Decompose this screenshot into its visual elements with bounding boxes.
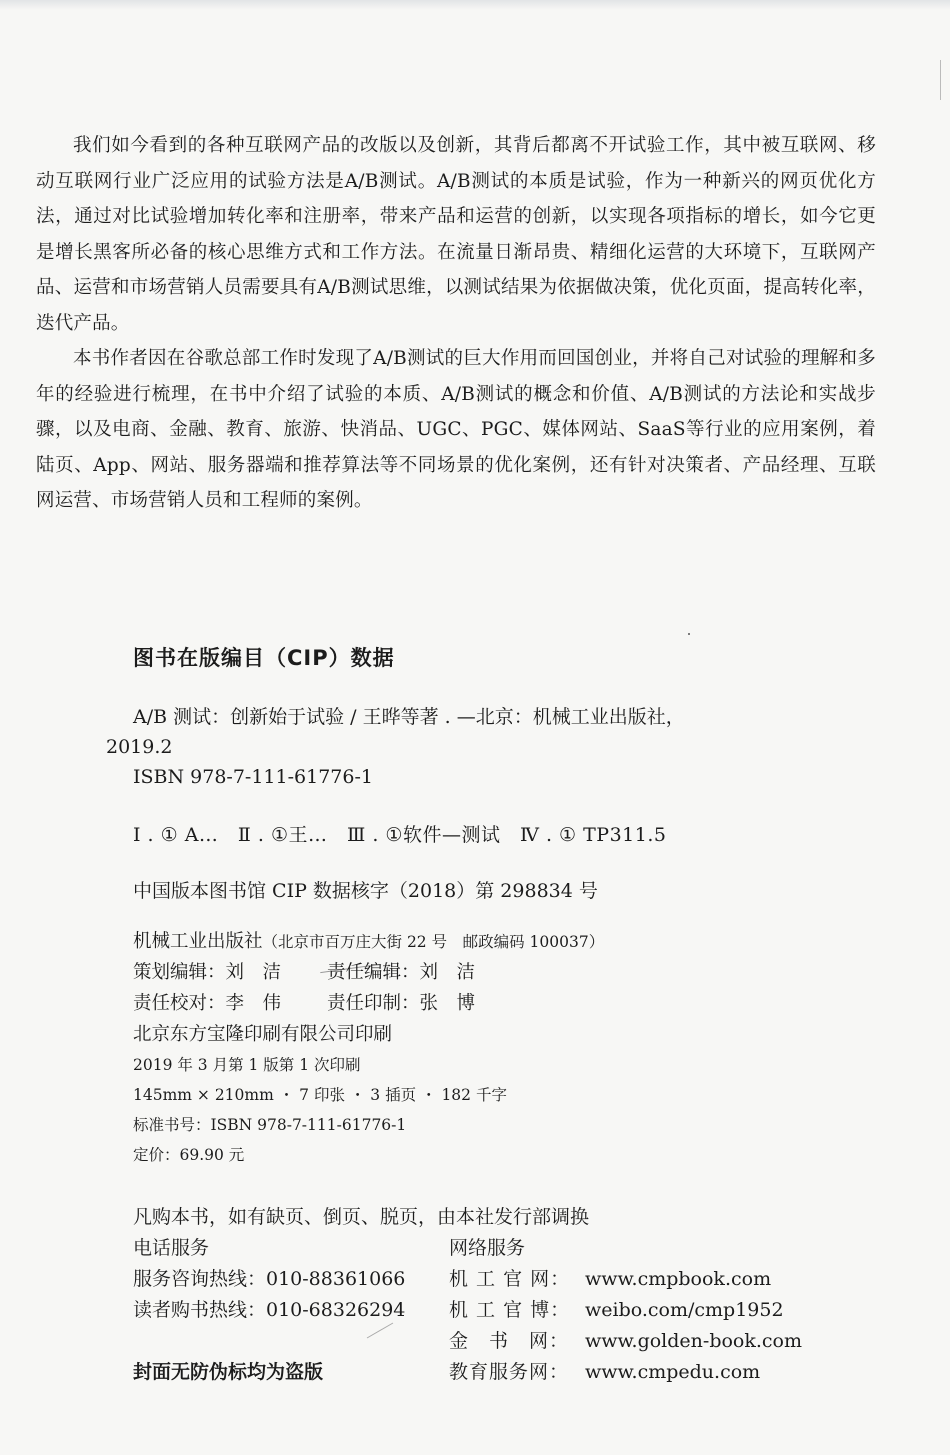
intro-paragraph: 本书作者因在谷歌总部工作时发现了A/B测试的巨大作用而回国创业，并将自己对试验的理解和多年的经验进行梳理，在书中介绍了试验的本质、A/B测试的概念和价值、A/B测试的方法论和实战步骤，以及电商、金融、教育、旅游、快消品、UGC、PGC、媒体网站、SaaS等行业的应用案例，着陆页、App、网站、服务器端和推荐算法等不同场景的优化案例，还有针对决策者、产品经理、互联网运营、市场营销人员和工程师的案例。 bbox=[36, 348, 876, 511]
web-item-label: 金 书 网： bbox=[449, 1330, 570, 1352]
phone-service-header: 电话服务 bbox=[133, 1237, 210, 1259]
scan-mark bbox=[940, 60, 941, 100]
service-row bbox=[133, 1264, 853, 1295]
standard-book-number: 标准书号：ISBN 978-7-111-61776-1 bbox=[133, 1116, 407, 1134]
web-item-url: www.cmpbook.com bbox=[585, 1268, 772, 1290]
service-block bbox=[133, 1202, 853, 1388]
publisher-name: 机械工业出版社 bbox=[133, 931, 263, 952]
planning-editor: 策划编辑：刘 洁 bbox=[133, 962, 282, 983]
cip-library-record: 中国版本图书馆 CIP 数据核字（2018）第 298834 号 bbox=[133, 880, 598, 902]
consult-hotline: 服务咨询热线：010-88361066 bbox=[133, 1268, 406, 1290]
web-item bbox=[449, 1295, 784, 1326]
scan-speck bbox=[688, 633, 690, 635]
service-row bbox=[133, 1326, 853, 1357]
cip-description-cont: 2019.2 bbox=[106, 736, 173, 758]
publisher-line bbox=[133, 926, 853, 957]
price: 定价：69.90 元 bbox=[133, 1146, 245, 1164]
cip-description: A/B 测试：创新始于试验 / 王晔等著 . —北京：机械工业出版社， bbox=[133, 706, 685, 728]
web-item-label: 机 工 官 博： bbox=[449, 1299, 571, 1321]
web-item-url: www.cmpedu.com bbox=[585, 1361, 761, 1383]
replacement-notice: 凡购本书，如有缺页、倒页、脱页，由本社发行部调换 bbox=[133, 1206, 590, 1228]
web-item-url: weibo.com/cmp1952 bbox=[585, 1299, 784, 1321]
web-service-header: 网络服务 bbox=[449, 1237, 526, 1259]
web-item bbox=[449, 1357, 760, 1388]
printer: 北京东方宝隆印刷有限公司印刷 bbox=[133, 1024, 393, 1045]
editors-line bbox=[133, 957, 853, 988]
book-format: 145mm × 210mm ・ 7 印张 ・ 3 插页 ・ 182 千字 bbox=[133, 1086, 507, 1104]
anti-piracy-notice: 封面无防伪标均为盗版 bbox=[133, 1361, 324, 1383]
scan-edge bbox=[0, 0, 950, 10]
web-item-label: 教育服务网： bbox=[449, 1361, 570, 1383]
cip-isbn: ISBN 978-7-111-61776-1 bbox=[133, 766, 373, 788]
cip-title: 图书在版编目（CIP）数据 bbox=[133, 646, 395, 670]
intro-paragraph: 我们如今看到的各种互联网产品的改版以及创新，其背后都离不开试验工作，其中被互联网、移动互联网行业广泛应用的试验方法是A/B测试。A/B测试的本质是试验，作为一种新兴的网页优化方法，通过对比试验增加转化率和注册率，带来产品和运营的创新，以实现各项指标的增长，如今它更是增长黑客所必备的核心思维方式和工作方法。在流量日渐昂贵、精细化运营的大环境下，互联网产品、运营和市场营销人员需要具有A/B测试思维，以测试结果为依据做决策，优化页面，提高转化率，迭代产品。 bbox=[36, 135, 876, 334]
web-item-url: www.golden-book.com bbox=[585, 1330, 803, 1352]
publisher-address: （北京市百万庄大街 22 号 邮政编码 100037） bbox=[262, 933, 605, 951]
responsible-editor: 责任编辑：刘 洁 bbox=[327, 962, 476, 983]
staff-line bbox=[133, 988, 853, 1019]
book-intro bbox=[36, 128, 876, 519]
print-supervisor: 责任印制：张 博 bbox=[327, 993, 476, 1014]
imprint-block bbox=[133, 926, 853, 1170]
cip-block bbox=[106, 642, 853, 906]
service-row bbox=[133, 1357, 853, 1388]
service-headers bbox=[133, 1233, 853, 1264]
cip-classification: Ⅰ . ① A… Ⅱ . ①王… Ⅲ . ①软件—测试 Ⅳ . ① TP311.5 bbox=[133, 824, 667, 846]
edition: 2019 年 3 月第 1 版第 1 次印刷 bbox=[133, 1056, 361, 1074]
reader-hotline: 读者购书热线：010-68326294 bbox=[133, 1299, 406, 1321]
web-item-label: 机 工 官 网： bbox=[449, 1268, 571, 1290]
web-item bbox=[449, 1326, 802, 1357]
web-item bbox=[449, 1264, 771, 1295]
service-row bbox=[133, 1295, 853, 1326]
proofreader: 责任校对：李 伟 bbox=[133, 993, 282, 1014]
